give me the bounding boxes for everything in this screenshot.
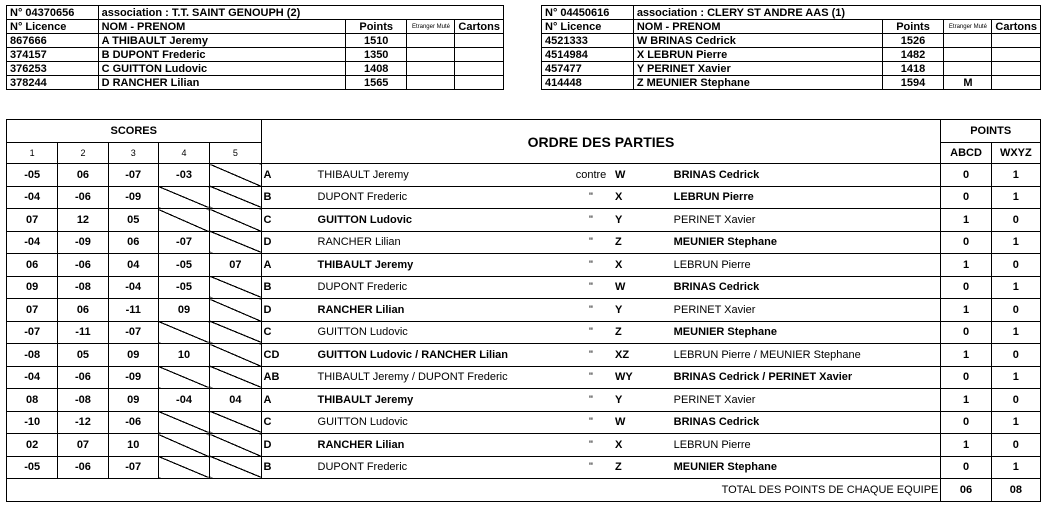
player-licence: 376253 xyxy=(7,62,99,76)
versus-label: " xyxy=(569,299,613,322)
left-player: GUITTON Ludovic / RANCHER Lilian xyxy=(316,344,569,367)
set-label: 3 xyxy=(108,143,158,164)
set-score: 04 xyxy=(108,254,158,277)
match-row xyxy=(7,456,1041,479)
set-score: -05 xyxy=(7,164,58,187)
versus-label: " xyxy=(569,209,613,232)
right-player: PERINET Xavier xyxy=(672,389,941,412)
left-player: GUITTON Ludovic xyxy=(316,209,569,232)
left-letter: CD xyxy=(261,344,315,367)
team-b-col-etranger: Etranger Muté xyxy=(944,20,992,34)
team-a-licence-no: N° 04370656 xyxy=(7,6,99,20)
player-name: Y PERINET Xavier xyxy=(633,62,882,76)
points-wxyz: 1 xyxy=(991,186,1040,209)
set-score: -06 xyxy=(58,456,108,479)
right-player: LEBRUN Pierre xyxy=(672,186,941,209)
right-letter: Z xyxy=(613,231,672,254)
right-letter: X xyxy=(613,254,672,277)
set-score: -04 xyxy=(158,389,209,412)
team-a-col-points: Points xyxy=(345,20,407,34)
set-score xyxy=(210,434,261,457)
match-row xyxy=(7,231,1041,254)
set-score: 07 xyxy=(210,254,261,277)
left-player: RANCHER Lilian xyxy=(316,231,569,254)
set-score: 04 xyxy=(210,389,261,412)
team-b-association: association : CLERY ST ANDRE AAS (1) xyxy=(633,6,1040,20)
match-row xyxy=(7,209,1041,232)
player-etranger xyxy=(944,62,992,76)
set-score: 09 xyxy=(158,299,209,322)
player-etranger xyxy=(944,48,992,62)
set-score: -06 xyxy=(108,411,158,434)
right-letter: Y xyxy=(613,389,672,412)
right-player: MEUNIER Stephane xyxy=(672,456,941,479)
player-cartons xyxy=(455,76,504,90)
set-score xyxy=(158,434,209,457)
points-abcd: 0 xyxy=(941,231,991,254)
set-score xyxy=(210,231,261,254)
right-player: LEBRUN Pierre xyxy=(672,254,941,277)
points-abcd: 1 xyxy=(941,434,991,457)
set-score: 12 xyxy=(58,209,108,232)
left-player: THIBAULT Jeremy / DUPONT Frederic xyxy=(316,366,569,389)
team-b-table xyxy=(541,5,1041,90)
set-score: -07 xyxy=(108,164,158,187)
set-score: -12 xyxy=(58,411,108,434)
set-score: 05 xyxy=(108,209,158,232)
player-etranger xyxy=(407,34,455,48)
set-score xyxy=(210,209,261,232)
right-player: PERINET Xavier xyxy=(672,209,941,232)
left-player: THIBAULT Jeremy xyxy=(316,164,569,187)
set-score: 02 xyxy=(7,434,58,457)
set-score: -08 xyxy=(7,344,58,367)
set-score xyxy=(158,366,209,389)
set-score: -04 xyxy=(7,231,58,254)
player-row xyxy=(542,48,1041,62)
abcd-header: ABCD xyxy=(941,143,991,164)
player-points: 1565 xyxy=(345,76,407,90)
left-letter: B xyxy=(261,186,315,209)
player-name: A THIBAULT Jeremy xyxy=(98,34,345,48)
team-b-col-name: NOM - PRENOM xyxy=(633,20,882,34)
player-etranger xyxy=(944,34,992,48)
player-etranger xyxy=(407,62,455,76)
right-player: PERINET Xavier xyxy=(672,299,941,322)
set-label: 4 xyxy=(158,143,209,164)
set-score: 09 xyxy=(7,276,58,299)
player-points: 1482 xyxy=(882,48,944,62)
set-score: 05 xyxy=(58,344,108,367)
left-letter: D xyxy=(261,434,315,457)
versus-label: " xyxy=(569,389,613,412)
versus-label: " xyxy=(569,321,613,344)
set-score: -07 xyxy=(7,321,58,344)
player-points: 1594 xyxy=(882,76,944,90)
points-abcd: 0 xyxy=(941,321,991,344)
right-letter: W xyxy=(613,276,672,299)
points-wxyz: 1 xyxy=(991,321,1040,344)
player-points: 1350 xyxy=(345,48,407,62)
set-score: 08 xyxy=(7,389,58,412)
player-cartons xyxy=(992,34,1041,48)
points-wxyz: 0 xyxy=(991,434,1040,457)
versus-label: " xyxy=(569,276,613,299)
player-row xyxy=(7,76,504,90)
versus-label: contre xyxy=(569,164,613,187)
left-letter: A xyxy=(261,389,315,412)
set-score: -04 xyxy=(7,366,58,389)
set-score xyxy=(210,321,261,344)
set-score: -04 xyxy=(108,276,158,299)
versus-label: " xyxy=(569,366,613,389)
left-player: GUITTON Ludovic xyxy=(316,321,569,344)
set-score: 06 xyxy=(58,299,108,322)
match-row xyxy=(7,254,1041,277)
player-licence: 414448 xyxy=(542,76,634,90)
player-row xyxy=(542,62,1041,76)
points-abcd: 0 xyxy=(941,164,991,187)
team-a-association: association : T.T. SAINT GENOUPH (2) xyxy=(98,6,503,20)
right-player: BRINAS Cedrick xyxy=(672,276,941,299)
left-player: THIBAULT Jeremy xyxy=(316,254,569,277)
player-name: X LEBRUN Pierre xyxy=(633,48,882,62)
player-licence: 374157 xyxy=(7,48,99,62)
player-cartons xyxy=(992,48,1041,62)
right-player: LEBRUN Pierre / MEUNIER Stephane xyxy=(672,344,941,367)
wxyz-header: WXYZ xyxy=(991,143,1040,164)
match-row xyxy=(7,321,1041,344)
team-a-col-licence: N° Licence xyxy=(7,20,99,34)
set-score xyxy=(158,209,209,232)
set-score: 10 xyxy=(158,344,209,367)
versus-label: " xyxy=(569,434,613,457)
match-row xyxy=(7,299,1041,322)
total-wxyz: 08 xyxy=(991,479,1040,502)
points-wxyz: 1 xyxy=(991,164,1040,187)
player-row xyxy=(7,34,504,48)
right-letter: XZ xyxy=(613,344,672,367)
set-score: -05 xyxy=(7,456,58,479)
team-a-col-name: NOM - PRENOM xyxy=(98,20,345,34)
points-wxyz: 1 xyxy=(991,366,1040,389)
points-wxyz: 0 xyxy=(991,389,1040,412)
left-letter: D xyxy=(261,299,315,322)
points-wxyz: 1 xyxy=(991,411,1040,434)
right-letter: W xyxy=(613,164,672,187)
player-points: 1510 xyxy=(345,34,407,48)
set-score: 07 xyxy=(58,434,108,457)
set-score xyxy=(210,164,261,187)
set-label: 5 xyxy=(210,143,261,164)
right-letter: Z xyxy=(613,321,672,344)
match-row xyxy=(7,164,1041,187)
team-a-col-etranger: Etranger Muté xyxy=(407,20,455,34)
right-letter: X xyxy=(613,186,672,209)
set-score: -10 xyxy=(7,411,58,434)
player-licence: 4514984 xyxy=(542,48,634,62)
left-player: DUPONT Frederic xyxy=(316,456,569,479)
player-cartons xyxy=(992,62,1041,76)
right-letter: Y xyxy=(613,209,672,232)
player-name: D RANCHER Lilian xyxy=(98,76,345,90)
player-cartons xyxy=(455,48,504,62)
set-score: 07 xyxy=(7,299,58,322)
scores-header: SCORES xyxy=(7,120,262,143)
set-score: -05 xyxy=(158,276,209,299)
left-letter: C xyxy=(261,411,315,434)
player-etranger: M xyxy=(944,76,992,90)
player-licence: 457477 xyxy=(542,62,634,76)
left-player: THIBAULT Jeremy xyxy=(316,389,569,412)
right-player: MEUNIER Stephane xyxy=(672,231,941,254)
player-name: W BRINAS Cedrick xyxy=(633,34,882,48)
total-label: TOTAL DES POINTS DE CHAQUE EQUIPE xyxy=(7,479,941,502)
set-score: -09 xyxy=(108,366,158,389)
left-player: DUPONT Frederic xyxy=(316,276,569,299)
set-score: 07 xyxy=(7,209,58,232)
right-letter: WY xyxy=(613,366,672,389)
points-wxyz: 0 xyxy=(991,254,1040,277)
set-label: 2 xyxy=(58,143,108,164)
set-label: 1 xyxy=(7,143,58,164)
left-letter: B xyxy=(261,456,315,479)
right-letter: Y xyxy=(613,299,672,322)
left-player: GUITTON Ludovic xyxy=(316,411,569,434)
match-row xyxy=(7,434,1041,457)
set-score: -06 xyxy=(58,366,108,389)
points-abcd: 0 xyxy=(941,276,991,299)
points-abcd: 1 xyxy=(941,299,991,322)
points-abcd: 1 xyxy=(941,209,991,232)
set-score: -05 xyxy=(158,254,209,277)
set-score: -06 xyxy=(58,186,108,209)
player-name: C GUITTON Ludovic xyxy=(98,62,345,76)
set-score xyxy=(210,411,261,434)
right-player: BRINAS Cedrick xyxy=(672,411,941,434)
points-wxyz: 1 xyxy=(991,276,1040,299)
versus-label: " xyxy=(569,344,613,367)
set-score xyxy=(210,299,261,322)
set-score: 06 xyxy=(7,254,58,277)
player-row xyxy=(542,34,1041,48)
points-wxyz: 1 xyxy=(991,456,1040,479)
set-score: 06 xyxy=(58,164,108,187)
player-name: B DUPONT Frederic xyxy=(98,48,345,62)
match-row xyxy=(7,411,1041,434)
right-player: BRINAS Cedrick xyxy=(672,164,941,187)
left-letter: B xyxy=(261,276,315,299)
versus-label: " xyxy=(569,186,613,209)
set-score: -07 xyxy=(158,231,209,254)
points-header: POINTS xyxy=(941,120,1041,143)
match-row xyxy=(7,276,1041,299)
set-score xyxy=(158,321,209,344)
team-a-table xyxy=(6,5,504,90)
right-player: LEBRUN Pierre xyxy=(672,434,941,457)
player-points: 1418 xyxy=(882,62,944,76)
left-letter: C xyxy=(261,209,315,232)
set-score xyxy=(210,276,261,299)
player-row xyxy=(7,62,504,76)
points-abcd: 1 xyxy=(941,389,991,412)
match-sheet-table xyxy=(6,119,1041,502)
player-etranger xyxy=(407,48,455,62)
right-letter: X xyxy=(613,434,672,457)
set-score xyxy=(158,411,209,434)
player-cartons xyxy=(455,62,504,76)
player-name: Z MEUNIER Stephane xyxy=(633,76,882,90)
left-letter: A xyxy=(261,254,315,277)
player-licence: 867666 xyxy=(7,34,99,48)
team-b-col-points: Points xyxy=(882,20,944,34)
ordre-header: ORDRE DES PARTIES xyxy=(261,120,941,164)
set-score xyxy=(210,186,261,209)
match-row xyxy=(7,344,1041,367)
set-score: -11 xyxy=(108,299,158,322)
right-letter: W xyxy=(613,411,672,434)
player-points: 1526 xyxy=(882,34,944,48)
match-row xyxy=(7,389,1041,412)
player-licence: 4521333 xyxy=(542,34,634,48)
set-score: -07 xyxy=(108,321,158,344)
right-player: MEUNIER Stephane xyxy=(672,321,941,344)
player-cartons xyxy=(992,76,1041,90)
player-points: 1408 xyxy=(345,62,407,76)
set-score: -03 xyxy=(158,164,209,187)
versus-label: " xyxy=(569,254,613,277)
set-score: 09 xyxy=(108,389,158,412)
points-abcd: 0 xyxy=(941,411,991,434)
set-score: -09 xyxy=(58,231,108,254)
player-row xyxy=(7,48,504,62)
set-score: 06 xyxy=(108,231,158,254)
match-row xyxy=(7,366,1041,389)
versus-label: " xyxy=(569,231,613,254)
points-wxyz: 0 xyxy=(991,344,1040,367)
team-b-licence-no: N° 04450616 xyxy=(542,6,634,20)
player-row xyxy=(542,76,1041,90)
set-score xyxy=(210,456,261,479)
player-cartons xyxy=(455,34,504,48)
points-wxyz: 0 xyxy=(991,209,1040,232)
versus-label: " xyxy=(569,411,613,434)
points-wxyz: 1 xyxy=(991,231,1040,254)
right-letter: Z xyxy=(613,456,672,479)
player-licence: 378244 xyxy=(7,76,99,90)
set-score: 09 xyxy=(108,344,158,367)
set-score: -08 xyxy=(58,389,108,412)
left-letter: AB xyxy=(261,366,315,389)
team-a-col-cartons: Cartons xyxy=(455,20,504,34)
points-abcd: 1 xyxy=(941,254,991,277)
set-score: -11 xyxy=(58,321,108,344)
team-b-col-licence: N° Licence xyxy=(542,20,634,34)
points-abcd: 0 xyxy=(941,366,991,389)
set-score xyxy=(158,186,209,209)
set-score xyxy=(210,344,261,367)
total-abcd: 06 xyxy=(941,479,991,502)
left-player: DUPONT Frederic xyxy=(316,186,569,209)
versus-label: " xyxy=(569,456,613,479)
left-player: RANCHER Lilian xyxy=(316,434,569,457)
left-letter: A xyxy=(261,164,315,187)
left-letter: D xyxy=(261,231,315,254)
points-wxyz: 0 xyxy=(991,299,1040,322)
right-player: BRINAS Cedrick / PERINET Xavier xyxy=(672,366,941,389)
set-score xyxy=(210,366,261,389)
set-score: -08 xyxy=(58,276,108,299)
set-score: -06 xyxy=(58,254,108,277)
player-etranger xyxy=(407,76,455,90)
left-letter: C xyxy=(261,321,315,344)
team-b-col-cartons: Cartons xyxy=(992,20,1041,34)
set-score: -07 xyxy=(108,456,158,479)
set-score xyxy=(158,456,209,479)
set-score: -09 xyxy=(108,186,158,209)
left-player: RANCHER Lilian xyxy=(316,299,569,322)
set-score: 10 xyxy=(108,434,158,457)
points-abcd: 1 xyxy=(941,344,991,367)
set-score: -04 xyxy=(7,186,58,209)
points-abcd: 0 xyxy=(941,186,991,209)
match-row xyxy=(7,186,1041,209)
points-abcd: 0 xyxy=(941,456,991,479)
